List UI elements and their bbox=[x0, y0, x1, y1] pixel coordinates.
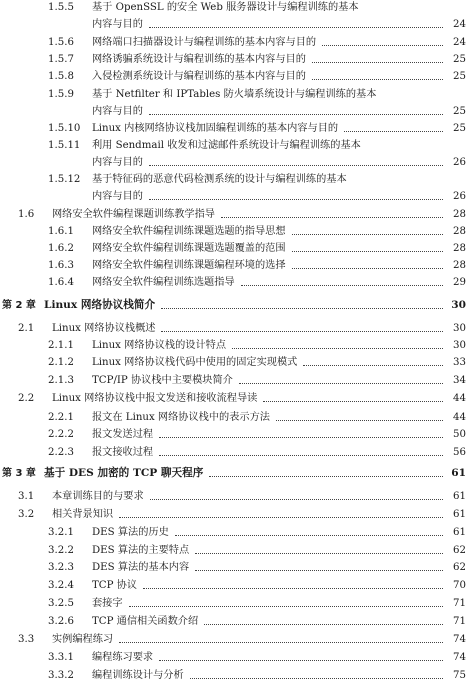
toc-title: 网络诱骗系统设计与编程训练的基本内容与目的 bbox=[92, 54, 306, 65]
toc-number: 2.1.1 bbox=[48, 340, 74, 351]
toc-title: 利用 Sendmail 收发和过滤邮件系统设计与编程训练的基本 bbox=[92, 140, 361, 151]
toc-entry[interactable] bbox=[0, 275, 470, 290]
toc-entry[interactable] bbox=[0, 35, 470, 50]
toc-number: 1.5.8 bbox=[48, 71, 74, 82]
toc-entry[interactable] bbox=[0, 69, 470, 84]
toc-leader-dots bbox=[159, 660, 443, 661]
toc-page-number: 74 bbox=[453, 652, 466, 663]
toc-entry[interactable] bbox=[0, 338, 470, 353]
toc-title: 网络安全软件编程训练选题指导 bbox=[92, 277, 235, 288]
toc-leader-dots bbox=[143, 588, 443, 589]
toc-entry[interactable] bbox=[0, 668, 470, 683]
toc-page-number: 44 bbox=[453, 393, 466, 404]
toc-leader-dots bbox=[150, 499, 443, 500]
toc-leader-dots bbox=[129, 606, 443, 607]
toc-page-number: 28 bbox=[453, 260, 466, 271]
toc-title: 网络安全软件编程训练课题编程环境的选择 bbox=[92, 260, 286, 271]
toc-title: DES 算法的历史 bbox=[92, 527, 169, 538]
toc-entry[interactable] bbox=[0, 138, 470, 153]
toc-page-number: 34 bbox=[453, 375, 466, 386]
toc-title: 实例编程练习 bbox=[52, 634, 114, 645]
toc-title: Linux 网络协议栈代码中使用的固定实现模式 bbox=[92, 357, 298, 368]
toc-number: 1.5.5 bbox=[48, 2, 74, 13]
toc-page-number: 62 bbox=[453, 545, 466, 556]
toc-number: 3.3.1 bbox=[48, 652, 74, 663]
toc-leader-dots bbox=[232, 348, 443, 349]
toc-number: 2.2.2 bbox=[48, 429, 74, 440]
toc-number: 1.6.1 bbox=[48, 226, 74, 237]
toc-title: 报文发送过程 bbox=[92, 429, 154, 440]
toc-page-number: 26 bbox=[453, 157, 466, 168]
toc-leader-dots bbox=[175, 535, 443, 536]
toc-number: 2.2 bbox=[18, 393, 35, 404]
toc-page-number: 33 bbox=[453, 357, 466, 368]
toc-leader-dots bbox=[149, 165, 443, 166]
toc-number: 3.1 bbox=[18, 491, 35, 502]
toc-title: 内容与目的 bbox=[92, 106, 143, 117]
toc-entry[interactable] bbox=[0, 207, 470, 222]
toc-page-number: 62 bbox=[453, 562, 466, 573]
toc-page-number: 29 bbox=[453, 277, 466, 288]
toc-title: 基于 DES 加密的 TCP 聊天程序 bbox=[44, 467, 204, 479]
toc-entry[interactable] bbox=[0, 373, 470, 388]
toc-title: Linux 网络协议栈概述 bbox=[52, 323, 156, 334]
toc-page-number: 25 bbox=[453, 71, 466, 82]
toc-entry[interactable] bbox=[0, 489, 470, 504]
toc-number: 3.2.3 bbox=[48, 562, 74, 573]
toc-entry[interactable] bbox=[0, 596, 470, 611]
toc-title: 套接字 bbox=[92, 598, 123, 609]
toc-page-number: 24 bbox=[453, 37, 466, 48]
toc-page-number: 30 bbox=[453, 323, 466, 334]
toc-entry[interactable] bbox=[0, 410, 470, 425]
toc-leader-dots bbox=[241, 285, 443, 286]
toc-entry[interactable] bbox=[0, 445, 470, 460]
toc-chapter[interactable] bbox=[0, 298, 470, 313]
toc-entry[interactable] bbox=[0, 578, 470, 593]
toc-entry[interactable] bbox=[0, 155, 470, 170]
toc-page-number: 61 bbox=[453, 491, 466, 502]
toc-entry[interactable] bbox=[0, 121, 470, 136]
toc-number: 1.5.6 bbox=[48, 37, 74, 48]
toc-page-number: 24 bbox=[453, 19, 466, 30]
toc-title: 编程训练设计与分析 bbox=[92, 670, 184, 681]
toc-page-number: 25 bbox=[453, 123, 466, 134]
toc-number: 第 3 章 bbox=[2, 468, 36, 479]
toc-page-number: 25 bbox=[453, 106, 466, 117]
toc-leader-dots bbox=[209, 476, 443, 477]
toc-title: 基于 OpenSSL 的安全 Web 服务器设计与编程训练的基本 bbox=[92, 2, 359, 13]
toc-entry[interactable] bbox=[0, 172, 470, 187]
toc-title: 网络端口扫描器设计与编程训练的基本内容与目的 bbox=[92, 37, 317, 48]
toc-leader-dots bbox=[149, 199, 443, 200]
toc-leader-dots bbox=[195, 553, 443, 554]
toc-entry[interactable] bbox=[0, 632, 470, 647]
toc-number: 3.2 bbox=[18, 509, 35, 520]
toc-number: 第 2 章 bbox=[2, 300, 36, 311]
toc-title: 本章训练目的与要求 bbox=[52, 491, 144, 502]
toc-entry[interactable] bbox=[0, 507, 470, 522]
toc-number: 3.2.2 bbox=[48, 545, 74, 556]
toc-leader-dots bbox=[292, 234, 443, 235]
toc-number: 1.5.7 bbox=[48, 54, 74, 65]
toc-leader-dots bbox=[149, 114, 443, 115]
toc-page-number: 70 bbox=[453, 580, 466, 591]
toc-number: 2.1.3 bbox=[48, 375, 74, 386]
toc-number: 1.6 bbox=[18, 209, 35, 220]
toc-page-number: 28 bbox=[453, 243, 466, 254]
toc-number: 3.2.6 bbox=[48, 616, 74, 627]
toc-title: DES 算法的主要特点 bbox=[92, 545, 190, 556]
toc-entry[interactable] bbox=[0, 224, 470, 239]
toc-leader-dots bbox=[292, 268, 443, 269]
toc-leader-dots bbox=[303, 365, 443, 366]
toc-title: 编程练习要求 bbox=[92, 652, 154, 663]
toc-title: Linux 网络协议栈中报文发送和接收流程导读 bbox=[52, 393, 258, 404]
toc-leader-dots bbox=[190, 678, 443, 679]
toc-number: 1.5.10 bbox=[48, 123, 81, 134]
toc-entry[interactable] bbox=[0, 321, 470, 336]
toc-leader-dots bbox=[221, 217, 443, 218]
toc-entry[interactable] bbox=[0, 355, 470, 370]
toc-number: 1.5.11 bbox=[48, 140, 81, 151]
toc-number: 3.2.4 bbox=[48, 580, 74, 591]
toc-number: 3.3 bbox=[18, 634, 35, 645]
toc-leader-dots bbox=[312, 79, 443, 80]
toc-entry[interactable] bbox=[0, 87, 470, 102]
toc-title: Linux 网络协议栈简介 bbox=[44, 299, 156, 311]
toc-entry[interactable] bbox=[0, 241, 470, 256]
toc-page-number: 30 bbox=[451, 299, 466, 311]
toc-page-number: 56 bbox=[453, 447, 466, 458]
toc-title: 报文接收过程 bbox=[92, 447, 154, 458]
toc-entry[interactable] bbox=[0, 525, 470, 540]
toc-entry[interactable] bbox=[0, 543, 470, 558]
toc-entry[interactable] bbox=[0, 17, 470, 32]
toc-leader-dots bbox=[239, 383, 443, 384]
toc-entry[interactable] bbox=[0, 391, 470, 406]
toc-leader-dots bbox=[263, 401, 443, 402]
toc-leader-dots bbox=[119, 517, 443, 518]
toc-number: 1.6.4 bbox=[48, 277, 74, 288]
toc-number: 2.2.3 bbox=[48, 447, 74, 458]
toc-entry[interactable] bbox=[0, 189, 470, 204]
toc-title: TCP/IP 协议栈中主要模块简介 bbox=[92, 375, 233, 386]
toc-page-number: 30 bbox=[453, 340, 466, 351]
toc-leader-dots bbox=[159, 437, 443, 438]
toc-leader-dots bbox=[312, 62, 443, 63]
toc-title: 基于特征码的恶意代码检测系统的设计与编程训练的基本 bbox=[92, 174, 347, 185]
toc-leader-dots bbox=[159, 455, 443, 456]
toc-page-number: 74 bbox=[453, 634, 466, 645]
toc-entry[interactable] bbox=[0, 614, 470, 629]
toc-page-number: 28 bbox=[453, 226, 466, 237]
toc-title: 网络安全软件编程训练课题选题覆盖的范围 bbox=[92, 243, 286, 254]
toc-title: 入侵检测系统设计与编程训练的基本内容与目的 bbox=[92, 71, 306, 82]
toc-leader-dots bbox=[161, 331, 443, 332]
toc-page-number: 71 bbox=[453, 598, 466, 609]
toc-title: 报文在 Linux 网络协议栈中的表示方法 bbox=[92, 412, 270, 423]
toc-chapter[interactable] bbox=[0, 466, 470, 481]
toc-page-number: 26 bbox=[453, 191, 466, 202]
toc-number: 2.1 bbox=[18, 323, 35, 334]
toc-title: 基于 Netfilter 和 IPTables 防火墙系统设计与编程训练的基本 bbox=[92, 89, 377, 100]
toc-number: 3.2.1 bbox=[48, 527, 74, 538]
toc-entry[interactable] bbox=[0, 560, 470, 575]
toc-page-number: 75 bbox=[453, 670, 466, 681]
toc-number: 3.2.5 bbox=[48, 598, 74, 609]
toc-leader-dots bbox=[119, 642, 443, 643]
toc-entry[interactable] bbox=[0, 258, 470, 273]
toc-number: 1.6.2 bbox=[48, 243, 74, 254]
toc-leader-dots bbox=[344, 131, 443, 132]
toc-title: 内容与目的 bbox=[92, 191, 143, 202]
toc-number: 1.5.9 bbox=[48, 89, 74, 100]
toc-entry[interactable] bbox=[0, 0, 470, 15]
toc-title: Linux 网络协议栈的设计特点 bbox=[92, 340, 227, 351]
toc-title: 网络安全软件编程训练课题选题的指导思想 bbox=[92, 226, 286, 237]
toc-leader-dots bbox=[276, 420, 443, 421]
toc-number: 1.6.3 bbox=[48, 260, 74, 271]
toc-leader-dots bbox=[204, 624, 443, 625]
toc-title: 内容与目的 bbox=[92, 157, 143, 168]
toc-leader-dots bbox=[322, 45, 443, 46]
toc-title: 相关背景知识 bbox=[52, 509, 114, 520]
toc-entry[interactable] bbox=[0, 52, 470, 67]
toc-leader-dots bbox=[195, 570, 443, 571]
toc-title: Linux 内核网络协议栈加固编程训练的基本内容与目的 bbox=[92, 123, 339, 134]
toc-entry[interactable] bbox=[0, 427, 470, 442]
toc-number: 1.5.12 bbox=[48, 174, 81, 185]
toc-page-number: 25 bbox=[453, 54, 466, 65]
toc-page-number: 61 bbox=[453, 527, 466, 538]
toc-page-number: 61 bbox=[453, 509, 466, 520]
toc-page-number: 61 bbox=[451, 467, 466, 479]
toc-leader-dots bbox=[292, 251, 443, 252]
toc-page-number: 44 bbox=[453, 412, 466, 423]
toc-title: 内容与目的 bbox=[92, 19, 143, 30]
toc-number: 2.2.1 bbox=[48, 412, 74, 423]
toc-title: 网络安全软件编程课题训练教学指导 bbox=[52, 209, 215, 220]
toc-number: 2.1.2 bbox=[48, 357, 74, 368]
toc-title: TCP 协议 bbox=[92, 580, 138, 591]
toc-title: DES 算法的基本内容 bbox=[92, 562, 190, 573]
toc-number: 3.3.2 bbox=[48, 670, 74, 681]
toc-page-number: 28 bbox=[453, 209, 466, 220]
toc-leader-dots bbox=[161, 308, 443, 309]
toc-page-number: 50 bbox=[453, 429, 466, 440]
toc-page-number: 71 bbox=[453, 616, 466, 627]
toc-leader-dots bbox=[149, 27, 443, 28]
toc-entry[interactable] bbox=[0, 650, 470, 665]
toc-title: TCP 通信相关函数介绍 bbox=[92, 616, 199, 627]
toc-entry[interactable] bbox=[0, 104, 470, 119]
